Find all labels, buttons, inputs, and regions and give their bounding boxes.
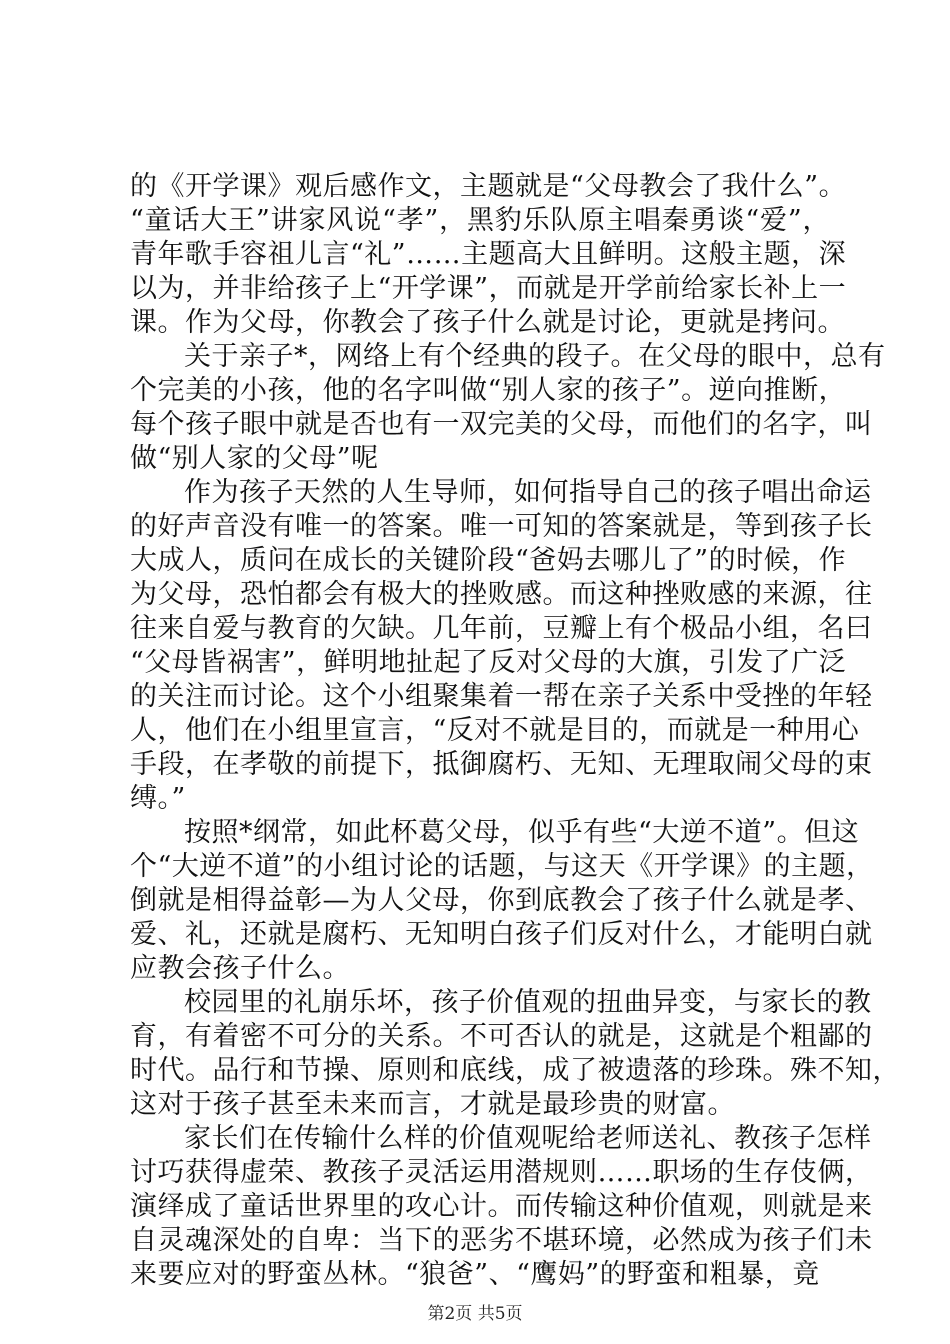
text-line: “童话大王”讲家风说“孝”，黑豹乐队原主唱秦勇谈“爱”， (130, 205, 830, 236)
text-line: 手段，在孝敬的前提下，抵御腐朽、无知、无理取闹父母的束 (130, 749, 873, 780)
text-line: 个完美的小孩，他的名字叫做“别人家的孩子”。逆向推断， (130, 375, 847, 406)
text-line: 应教会孩子什么。 (130, 953, 350, 984)
paragraph (130, 340, 886, 476)
text-line: 的好声音没有唯一的答案。唯一可知的答案就是，等到孩子长 (130, 511, 873, 542)
text-line: 按照*纲常，如此杯葛父母，似乎有些“大逆不道”。但这 (184, 817, 860, 848)
text-line: 育，有着密不可分的关系。不可否认的就是，这就是个粗鄙的 (130, 1021, 873, 1052)
text-line: 大成人，质问在成长的关键阶段“爸妈去哪儿了”的时候，作 (130, 545, 847, 576)
text-line: 青年歌手容祖儿言“礼”……主题高大且鲜明。这般主题，深 (130, 239, 847, 270)
paragraph (130, 1122, 873, 1292)
text-line: 每个孩子眼中就是否也有一双完美的父母，而他们的名字，叫 (130, 409, 873, 440)
text-line: 作为孩子天然的人生导师，如何指导自己的孩子唱出命运 (184, 477, 872, 508)
text-line: 这对于孩子甚至未来而言，才就是最珍贵的财富。 (130, 1089, 735, 1120)
text-line: 往来自爱与教育的欠缺。几年前，豆瓣上有个极品小组，名曰 (130, 613, 873, 644)
paragraph (130, 816, 874, 986)
paragraph (130, 170, 847, 340)
text-line: 演绎成了童话世界里的攻心计。而传输这种价值观，则就是来 (130, 1191, 873, 1222)
text-line: 自灵魂深处的自卑：当下的恶劣不堪环境，必然成为孩子们未 (130, 1225, 873, 1256)
text-line: 关于亲子*，网络上有个经典的段子。在父母的眼中，总有 (184, 341, 886, 372)
text-line: 讨巧获得虚荣、教孩子灵活运用潜规则……职场的生存伎俩， (130, 1157, 873, 1188)
text-line: 做“别人家的父母”呢 (130, 443, 379, 474)
paragraph (130, 476, 873, 816)
text-line: 家长们在传输什么样的价值观呢给老师送礼、教孩子怎样 (184, 1123, 872, 1154)
paragraph (130, 986, 900, 1122)
text-line: “父母皆祸害”，鲜明地扯起了反对父母的大旗，引发了广泛 (130, 647, 847, 678)
document-body (130, 170, 900, 1292)
text-line: 的《开学课》观后感作文，主题就是“父母教会了我什么”。 (130, 171, 847, 202)
page-footer: 第2页 共5页 (427, 1304, 523, 1324)
text-line: 课。作为父母，你教会了孩子什么就是讨论，更就是拷问。 (130, 307, 845, 338)
text-line: 缚。” (130, 783, 186, 814)
text-line: 的关注而讨论。这个小组聚集着一帮在亲子关系中受挫的年轻 (130, 681, 873, 712)
text-line: 校园里的礼崩乐坏，孩子价值观的扭曲异变，与家长的教 (184, 987, 872, 1018)
text-line: 倒就是相得益彰—为人父母，你到底教会了孩子什么就是孝、 (130, 885, 873, 916)
text-line: 爱、礼，还就是腐朽、无知明白孩子们反对什么，才能明白就 (130, 919, 873, 950)
text-line: 来要应对的野蛮丛林。“狼爸”、“鹰妈”的野蛮和粗暴，竟 (130, 1259, 820, 1290)
text-line: 时代。品行和节操、原则和底线，成了被遗落的珍珠。殊不知， (130, 1055, 900, 1086)
text-line: 人，他们在小组里宣言，“反对不就是目的，而就是一种用心 (130, 715, 860, 746)
text-line: 以为，并非给孩子上“开学课”，而就是开学前给家长补上一 (130, 273, 847, 304)
text-line: 为父母，恐怕都会有极大的挫败感。而这种挫败感的来源，往 (130, 579, 873, 610)
text-line: 个“大逆不道”的小组讨论的话题，与这天《开学课》的主题， (130, 851, 874, 882)
